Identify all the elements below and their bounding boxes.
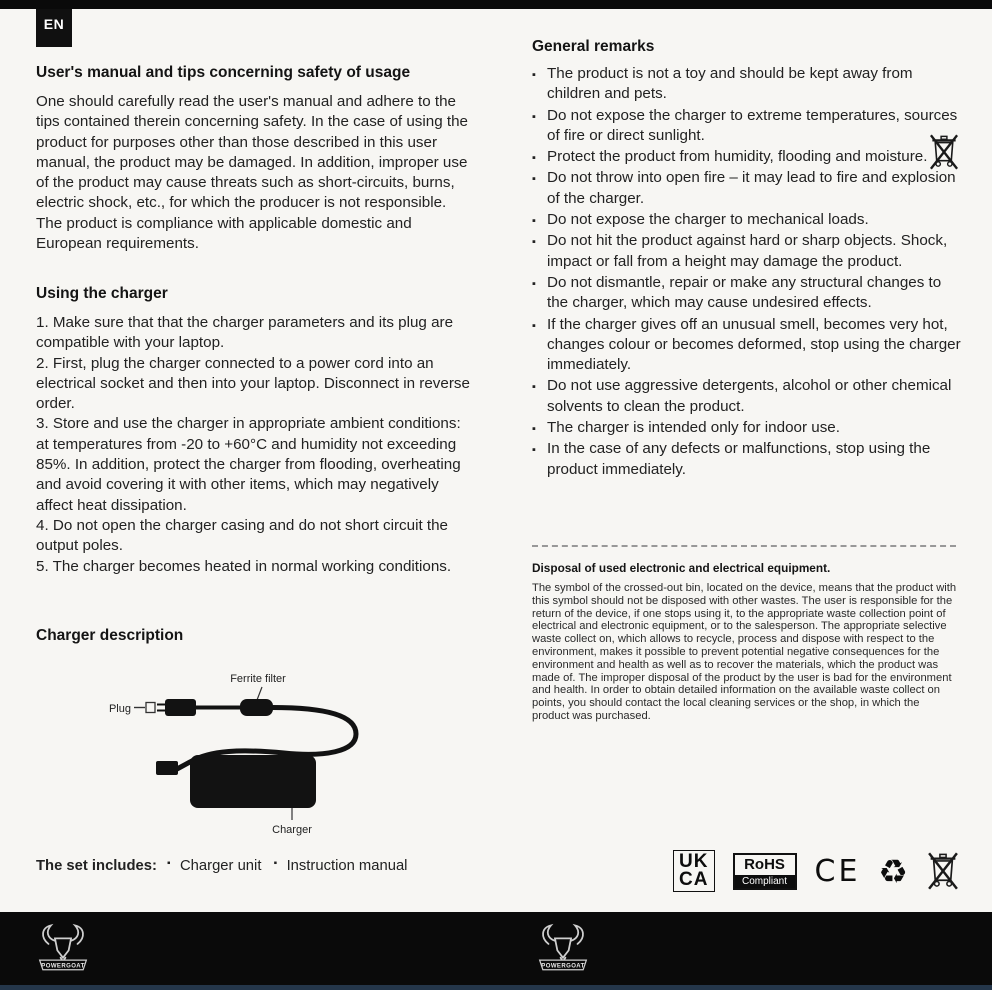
rohs-subtitle: Compliant [735, 875, 795, 888]
language-code: EN [43, 16, 65, 32]
powergoat-logo [34, 923, 92, 973]
set-includes-item: ▪ Charger unit [167, 858, 261, 874]
set-includes-label: The set includes: [36, 858, 157, 874]
remark-item: ▪ Protect the product from humidity, flooding and moisture. [532, 147, 962, 167]
ferrite-pointer-line [257, 687, 262, 700]
charger-body [190, 755, 316, 808]
remark-item: ▪ The charger is intended only for indoor use. [532, 418, 962, 438]
remark-item: ▪ Do not expose the charger to mechanical loads. [532, 210, 962, 230]
ukca-text-bottom: CA [679, 869, 709, 890]
remark-item: ▪ Do not dismantle, repair or make any structural changes to the charger, which may cause undesired effects. [532, 273, 962, 314]
rohs-mark [733, 853, 797, 890]
remark-item: ▪ In the case of any defects or malfunctions, stop using the product immediately. [532, 439, 962, 480]
using-charger-heading: Using the charger [36, 285, 168, 302]
charger-label: Charger [272, 824, 312, 836]
footer-bar [0, 912, 992, 985]
set-includes [36, 858, 496, 874]
remark-item: ▪ If the charger gives off an unusual smell, becomes very hot, changes colour or becomes deformed, stop using the charger immediately. [532, 315, 962, 376]
ukca-text-top: UK [679, 851, 709, 872]
step-2: 2. First, plug the charger connected to a power cord into an electrical socket and then into your laptop. Disconnect in reverse order. [36, 354, 470, 413]
ferrite-filter [240, 699, 273, 716]
set-includes-item: ▪ Instruction manual [274, 858, 408, 874]
top-border [0, 0, 992, 9]
plug-label: Plug [108, 703, 131, 715]
plug-body [165, 699, 196, 716]
step-3: 3. Store and use the charger in appropriate ambient conditions: at temperatures from -20 to +60°C and humidity not exceeding 85%. In addition, protect the charger from flooding, overheating and avoid covering it with other items, which may negatively affect heat dissipation. [36, 415, 461, 514]
plug-pointer-box [146, 703, 155, 713]
disposal-body: The symbol of the crossed-out bin, located on the device, means that the product with this symbol should not be disposed with other wastes. The user is responsible for the return of the device, if one stops using it, to the appropriate waste collection point of electrical and electronic equipment, or to the salesperson. The appropriate selective waste collect on, which allows to recycle, process and dispose with respect to the environment, makes it possible to prevent potential negative consequences for the environment and health as well as to recover the materials, which the product was made of. The improper disposal of the product by the user is bad for the environment and health. In order to obtain detailed information on the available waste collect on points, you should contact the local cleaning services or the shop, in which the product was purchased. [532, 582, 957, 722]
remark-item: ▪ Do not throw into open fire – it may lead to fire and explosion of the charger. [532, 168, 962, 209]
general-remarks-heading: General remarks [532, 38, 655, 55]
remark-item: ▪ Do not use aggressive detergents, alcohol or other chemical solvents to clean the product. [532, 376, 962, 417]
certification-marks [660, 845, 960, 897]
charger-description-heading: Charger description [36, 627, 184, 644]
using-charger-steps [36, 313, 474, 577]
ukca-mark [673, 850, 714, 892]
safety-body: One should carefully read the user's manual and adhere to the tips contained therein concerning safety. In the case of using the product for purposes other than those described in this user manual, the product may be damaged. In addition, improper use of the product may cause threats such as short-circuits, burns, electric shock, etc., for which the producer is not responsible. The product is compliance with applicable domestic and European requirements. [36, 93, 468, 253]
charger-diagram [36, 650, 476, 842]
safety-heading: User's manual and tips concerning safety of usage [36, 64, 411, 81]
general-remarks-list [532, 64, 962, 481]
weee-bin-icon [928, 132, 960, 172]
rohs-title: RoHS [744, 855, 785, 873]
step-4: 4. Do not open the charger casing and do not short circuit the output poles. [36, 516, 449, 555]
section-divider [532, 545, 956, 547]
remark-item: ▪ The product is not a toy and should be kept away from children and pets. [532, 64, 962, 105]
remark-item: ▪ Do not expose the charger to extreme temperatures, sources of fire or direct sunlight. [532, 106, 962, 147]
brand-text: POWERGOAT [541, 963, 585, 970]
powergoat-logo [534, 923, 592, 973]
charger-connector [156, 761, 178, 775]
disposal-heading: Disposal of used electronic and electrical equipment. [532, 561, 831, 575]
brand-text: POWERGOAT [41, 963, 85, 970]
ce-mark: CE [814, 853, 861, 889]
recycle-icon: ♻ [878, 851, 908, 891]
bottom-edge-strip [0, 985, 992, 990]
step-5: 5. The charger becomes heated in normal working conditions. [36, 557, 452, 575]
ferrite-filter-label: Ferrite filter [230, 673, 286, 685]
language-badge [36, 9, 72, 47]
remark-item: ▪ Do not hit the product against hard or sharp objects. Shock, impact or fall from a height may damage the product. [532, 231, 962, 272]
step-1: 1. Make sure that that the charger parameters and its plug are compatible with your laptop. [36, 314, 454, 352]
weee-bin-icon [926, 849, 960, 893]
